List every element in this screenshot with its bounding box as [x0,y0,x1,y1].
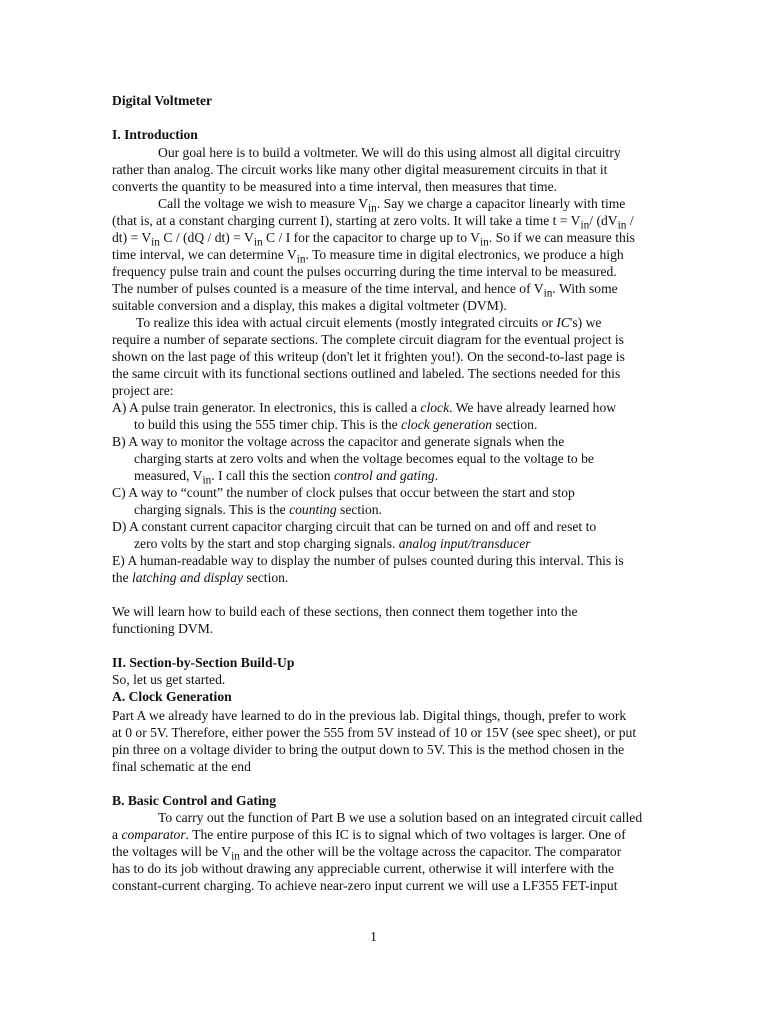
list-item-d: D) A constant current capacitor charging circuit that can be turned on and off and reset to [112,519,597,534]
list-item-c: C) A way to “count” the number of clock pulses that occur between the start and stop [112,485,575,500]
paragraph-line: So, let us get started. [112,672,226,687]
paragraph-line: a comparator. The entire purpose of this IC is to signal which of two voltages is larger. One of [112,827,626,842]
page-number: 1 [370,930,377,945]
list-item-b: measured, $V_{in}$. I call this the section control and gating. [134,468,439,487]
list-item-b: B) A way to monitor the voltage across the capacitor and generate signals when the [112,434,565,449]
paragraph-line: final schematic at the end [112,759,251,774]
paragraph-line: the same circuit with its functional sections outlined and labeled. The sections needed for this [112,366,621,381]
paragraph-line: Call the voltage we wish to measure $V_{in}$. Say we charge a capacitor linearly with time [158,196,626,215]
subsection-heading-control: B. Basic Control and Gating [112,793,277,808]
list-item-a: to build this using the 555 timer chip. This is the clock generation section. [134,417,538,432]
paragraph-line: time interval, we can determine $V_{in}$. To measure time in digital electronics, we produce a high [112,247,624,266]
list-item-d: zero volts by the start and stop charging signals. analog input/transducer [134,536,531,551]
paragraph-line: has to do its job without drawing any appreciable current, otherwise it will interfere with the [112,861,615,876]
paragraph-line: at 0 or 5V. Therefore, either power the 555 from 5V instead of 10 or 15V (see spec sheet), or put [112,725,637,740]
paragraph-line: Part A we already have learned to do in the previous lab. Digital things, though, prefer to work [112,708,627,723]
list-item-b: charging starts at zero volts and when the voltage becomes equal to the voltage to be [134,451,594,466]
paragraph-line: the voltages will be $V_{in}$ and the other will be the voltage across the capacitor. The comparator [112,844,622,863]
paragraph-line: suitable conversion and a display, this makes a digital voltmeter (DVM). [112,298,507,313]
paragraph-line: functioning DVM. [112,621,214,636]
paragraph-line: (that is, at a constant charging current I), starting at zero volts. It will take a time $t = V_{in}/$ ($dV_{in}$ / [112,213,634,232]
paragraph-line: The number of pulses counted is a measure of the time interval, and hence of $V_{in}$. With some [112,281,618,300]
paragraph-line: constant-current charging. To achieve near-zero input current we will use a LF355 FET-input [112,878,618,893]
subsection-heading-clock: A. Clock Generation [112,689,232,704]
paragraph-line: pin three on a voltage divider to bring the output down to 5V. This is the method chosen in the [112,742,625,757]
paragraph-line: To realize this idea with actual circuit elements (mostly integrated circuits or IC's) we [136,315,602,330]
paragraph-line: project are: [112,383,174,398]
paragraph-line: To carry out the function of Part B we use a solution based on an integrated circuit called [158,810,643,825]
list-item-e: E) A human-readable way to display the number of pulses counted during this interval. This is [112,553,624,568]
paragraph-line: $dt) = V_{in}$ $C / (dQ / dt) = V_{in}$ C / I for the capacitor to charge up to $V_{in}$. So if we can measure this [112,230,635,249]
paragraph-line: frequency pulse train and count the pulses occurring during the time interval to be measured. [112,264,617,279]
list-item-c: charging signals. This is the counting section. [134,502,382,517]
paragraph-line: We will learn how to build each of these sections, then connect them together into the [112,604,578,619]
paragraph-line: Our goal here is to build a voltmeter. We will do this using almost all digital circuitry [158,145,621,160]
document-title: Digital Voltmeter [112,93,213,108]
list-item-a: A) A pulse train generator. In electronics, this is called a clock. We have already learned how [112,400,617,415]
paragraph-line: shown on the last page of this writeup (don't let it frighten you!). On the second-to-last page is [112,349,625,364]
paragraph-line: converts the quantity to be measured into a time interval, then measures that time. [112,179,558,194]
paragraph-line: rather than analog. The circuit works like many other digital measurement circuits in that it [112,162,608,177]
paragraph-line: require a number of separate sections. The complete circuit diagram for the eventual project is [112,332,624,347]
section-heading-introduction: I. Introduction [112,127,198,142]
list-item-e: the latching and display section. [112,570,289,585]
section-heading-buildup: II. Section-by-Section Build-Up [112,655,295,670]
